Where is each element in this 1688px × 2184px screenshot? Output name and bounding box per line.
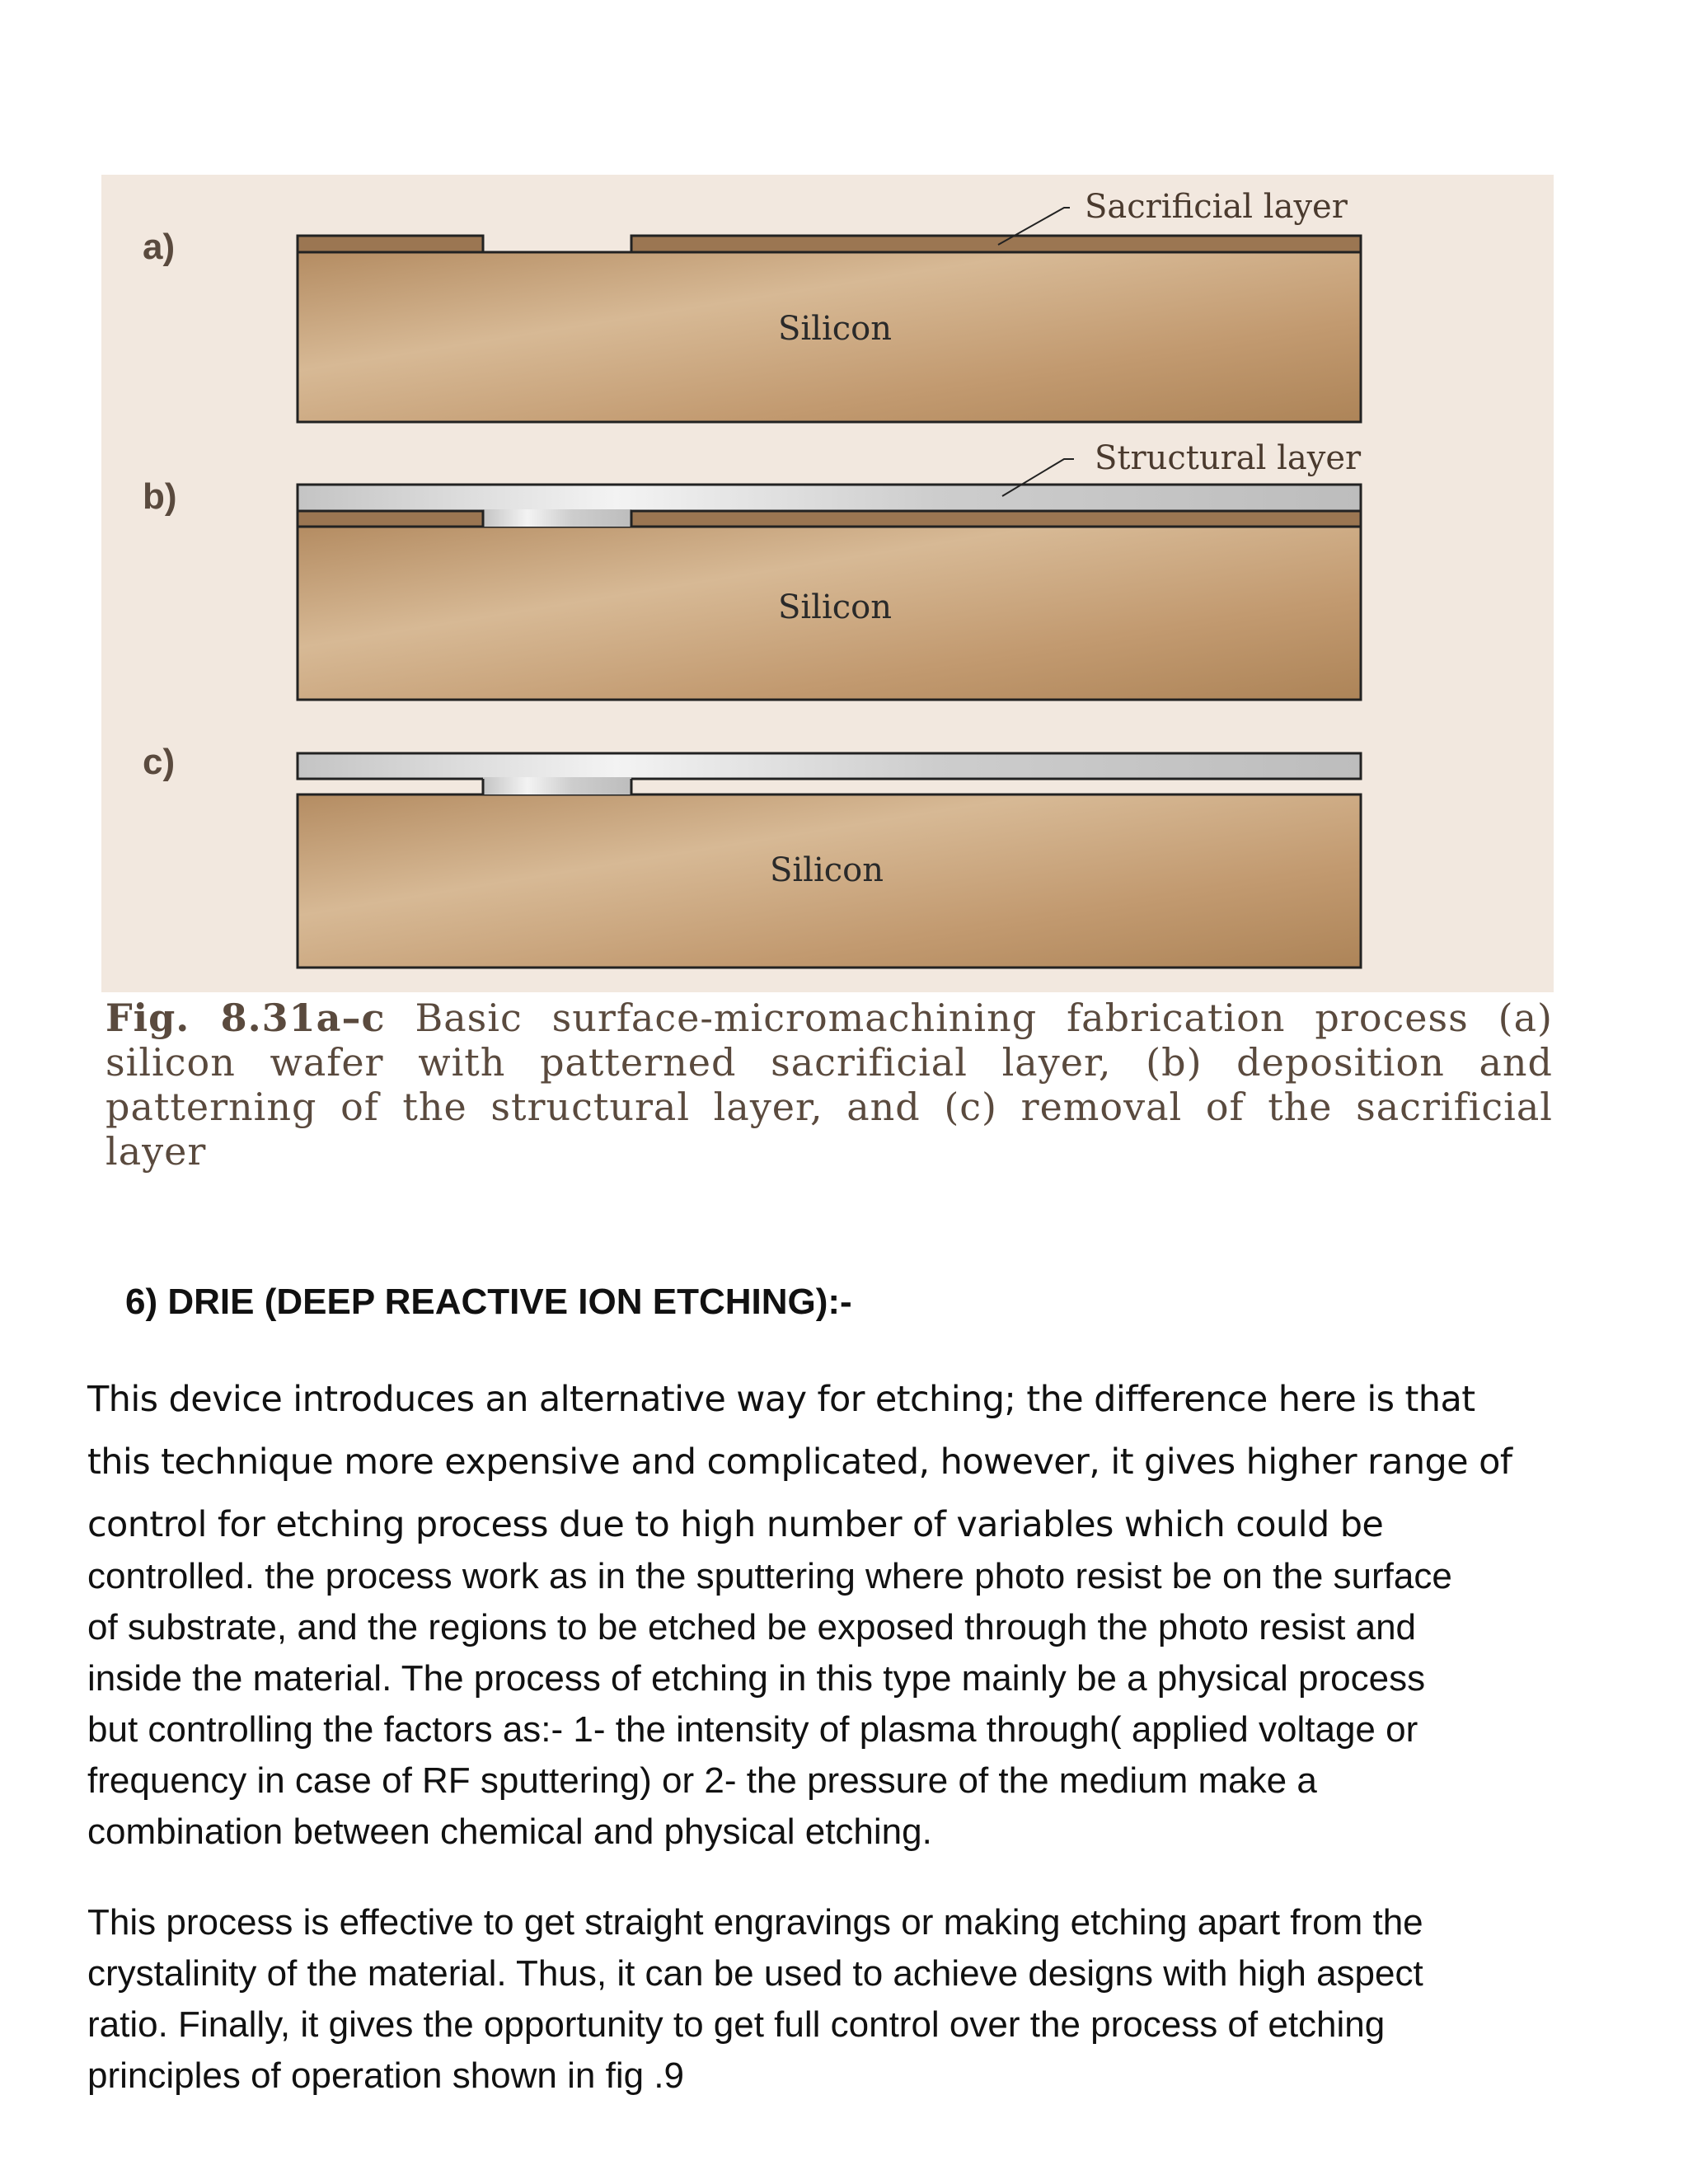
figure-panel <box>101 175 1554 992</box>
structural-beam-c <box>298 753 1361 779</box>
paragraph-3-line: principles of operation shown in fig .9 <box>87 2055 684 2096</box>
paragraph-1-line: this technique more expensive and complicated, however, it gives higher range of <box>87 1441 1512 1483</box>
sacrificial-layer-left-a <box>298 236 483 252</box>
paragraph-2-line: of substrate, and the regions to be etched be exposed through the photo resist and <box>87 1607 1417 1647</box>
paragraph-2-line: but controlling the factors as:- 1- the intensity of plasma through( applied voltage or <box>87 1709 1418 1750</box>
silicon-label-c: Silicon <box>769 851 884 889</box>
sacrificial-layer-left-b <box>298 511 483 527</box>
caption-label: Fig. 8.31a–c <box>106 996 386 1040</box>
structural-anchor-c <box>483 777 631 794</box>
paragraph-1-line: control for etching process due to high number of variables which could be <box>87 1504 1384 1545</box>
paragraph-3-line: crystalinity of the material. Thus, it can be used to achieve designs with high aspect <box>87 1953 1423 1994</box>
structural-layer-label: Structural layer <box>1095 439 1362 477</box>
structural-layer-b <box>298 485 1361 511</box>
paragraph-1-line: This device introduces an alternative way for etching; the difference here is that <box>87 1379 1475 1420</box>
panel-label-c: c) <box>143 742 176 782</box>
sacrificial-layer-right-b <box>631 511 1361 527</box>
panel-label-a: a) <box>143 227 176 267</box>
paragraph-2-line: controlled. the process work as in the sputtering where photo resist be on the surface <box>87 1556 1452 1596</box>
paragraph-2-line: combination between chemical and physical etching. <box>87 1811 932 1852</box>
caption-line-3: (b) deposition and patterning of the structural layer, and <box>106 1040 1553 1129</box>
section-heading: 6) DRIE (DEEP REACTIVE ION ETCHING):- <box>125 1282 852 1322</box>
silicon-label-a: Silicon <box>777 310 893 348</box>
structural-layer-anchor-b <box>483 509 631 527</box>
paragraph-1 <box>87 1368 1587 1556</box>
fabrication-diagram <box>101 175 1554 992</box>
paragraph-2-line: inside the material. The process of etching in this type mainly be a physical process <box>87 1658 1426 1699</box>
paragraph-3 <box>87 1897 1587 2102</box>
caption-line-2: process (a) silicon wafer with patterned sacrificial layer, <box>106 996 1553 1085</box>
panel-label-b: b) <box>143 476 177 517</box>
caption-line-1: Basic surface-micromachining fabrication <box>415 996 1286 1040</box>
silicon-label-b: Silicon <box>777 588 893 626</box>
paragraph-3-line: ratio. Finally, it gives the opportunity to get full control over the process of etching <box>87 2004 1386 2045</box>
sacrificial-layer-right-a <box>631 236 1361 252</box>
figure-caption <box>106 996 1553 1174</box>
sacrificial-layer-label: Sacrificial layer <box>1085 188 1348 226</box>
paragraph-2 <box>87 1551 1587 1858</box>
caption-line-4: (c) removal of the sacrificial layer <box>106 1085 1553 1174</box>
paragraph-2-line: frequency in case of RF sputtering) or 2- the pressure of the medium make a <box>87 1760 1317 1801</box>
paragraph-3-line: This process is effective to get straight engravings or making etching apart from the <box>87 1902 1423 1943</box>
